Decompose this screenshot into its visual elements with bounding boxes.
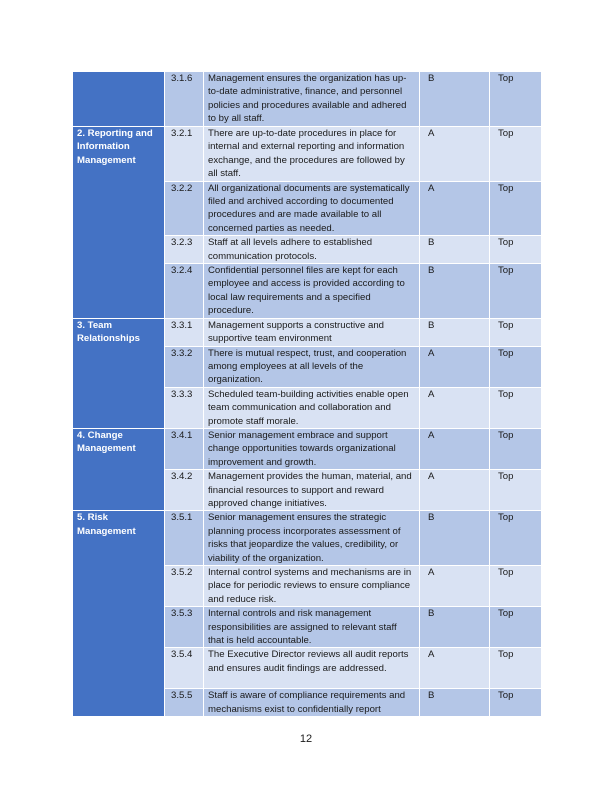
- priority: Top: [490, 470, 542, 511]
- item-number: 3.5.1: [165, 511, 204, 566]
- category-reporting: 2. Reporting and Information Management: [73, 127, 165, 319]
- rating: A: [420, 346, 490, 387]
- priority: Top: [490, 689, 542, 717]
- priority: Top: [490, 648, 542, 689]
- item-number: 3.5.3: [165, 607, 204, 648]
- priority: Top: [490, 72, 542, 127]
- item-number: 3.2.1: [165, 127, 204, 182]
- rating: B: [420, 689, 490, 717]
- item-number: 3.5.4: [165, 648, 204, 689]
- item-text: Staff is aware of compliance requirements and mechanisms exist to confidentially report: [204, 689, 420, 717]
- table-row: [73, 127, 542, 182]
- item-text: Senior management embrace and support change opportunities towards organizational improvement and growth.: [204, 428, 420, 469]
- item-text: Internal control systems and mechanisms are in place for periodic reviews to ensure compliance and reduce risk.: [204, 566, 420, 607]
- page-number: 12: [299, 733, 313, 745]
- item-number: 3.5.5: [165, 689, 204, 717]
- item-text: There are up-to-date procedures in place for internal and external reporting and information exchange, and the procedures are followed by all staff.: [204, 127, 420, 182]
- item-text: Confidential personnel files are kept for each employee and access is provided according to local law requirements and a specified procedure.: [204, 264, 420, 319]
- priority: Top: [490, 387, 542, 428]
- rating: A: [420, 428, 490, 469]
- item-text: Scheduled team-building activities enable open team communication and collaboration and promote staff morale.: [204, 387, 420, 428]
- table-row: [73, 72, 542, 127]
- priority: Top: [490, 511, 542, 566]
- item-number: 3.3.3: [165, 387, 204, 428]
- category-team: 3. Team Relationships: [73, 318, 165, 428]
- table-row: [73, 318, 542, 346]
- priority: Top: [490, 181, 542, 236]
- item-number: 3.4.1: [165, 428, 204, 469]
- rating: B: [420, 607, 490, 648]
- item-number: 3.4.2: [165, 470, 204, 511]
- item-number: 3.3.1: [165, 318, 204, 346]
- item-text: All organizational documents are systematically filed and archived according to documented procedures and are made available to all concerned parties as needed.: [204, 181, 420, 236]
- table-row: [73, 511, 542, 566]
- rating: A: [420, 566, 490, 607]
- item-number: 3.2.2: [165, 181, 204, 236]
- table-row: [73, 428, 542, 469]
- item-number: 3.2.4: [165, 264, 204, 319]
- rating: B: [420, 72, 490, 127]
- rating: B: [420, 236, 490, 264]
- item-text: Management ensures the organization has up-to-date administrative, finance, and personnel policies and procedures available and adhered to by all staff.: [204, 72, 420, 127]
- rating: B: [420, 318, 490, 346]
- rating: A: [420, 648, 490, 689]
- item-text: Management provides the human, material, and financial resources to support and reward approved change initiatives.: [204, 470, 420, 511]
- item-text: Senior management ensures the strategic planning process incorporates assessment of risks that jeopardize the values, credibility, or viability of the organization.: [204, 511, 420, 566]
- category-risk: 5. Risk Management: [73, 511, 165, 717]
- rating: A: [420, 181, 490, 236]
- item-text: Staff at all levels adhere to established communication protocols.: [204, 236, 420, 264]
- priority: Top: [490, 318, 542, 346]
- item-number: 3.3.2: [165, 346, 204, 387]
- priority: Top: [490, 607, 542, 648]
- item-number: 3.5.2: [165, 566, 204, 607]
- rating: A: [420, 470, 490, 511]
- rating: A: [420, 387, 490, 428]
- item-text: Management supports a constructive and supportive team environment: [204, 318, 420, 346]
- rating: B: [420, 511, 490, 566]
- item-text: There is mutual respect, trust, and cooperation among employees at all levels of the organization.: [204, 346, 420, 387]
- priority: Top: [490, 127, 542, 182]
- item-text: The Executive Director reviews all audit reports and ensures audit findings are addressed.: [204, 648, 420, 689]
- priority: Top: [490, 236, 542, 264]
- category-change: 4. Change Management: [73, 428, 165, 510]
- priority: Top: [490, 428, 542, 469]
- category-cell: [73, 72, 165, 127]
- priority: Top: [490, 264, 542, 319]
- assessment-table: [72, 71, 542, 717]
- priority: Top: [490, 346, 542, 387]
- rating: B: [420, 264, 490, 319]
- item-text: Internal controls and risk management responsibilities are assigned to relevant staff that is held accountable.: [204, 607, 420, 648]
- rating: A: [420, 127, 490, 182]
- item-number: 3.1.6: [165, 72, 204, 127]
- item-number: 3.2.3: [165, 236, 204, 264]
- priority: Top: [490, 566, 542, 607]
